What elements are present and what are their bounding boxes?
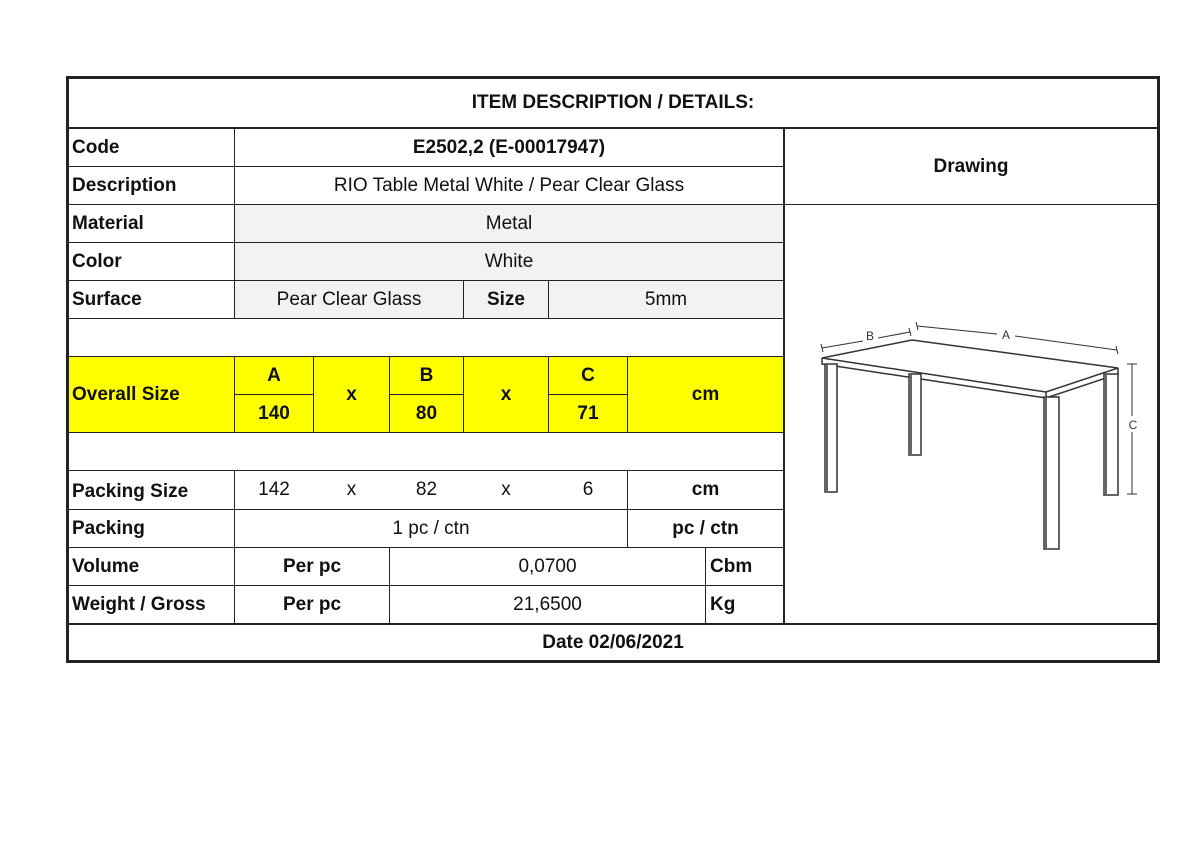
packing-value: 1 pc / ctn [392,517,470,539]
packing-size-a: 142 [258,479,290,500]
overall-a-label: A [267,364,281,386]
packing-size-label: Packing Size [72,480,189,502]
weight-value: 21,6500 [513,593,582,615]
code-label: Code [72,136,120,158]
overall-c-label: C [581,364,595,386]
volume-label: Volume [72,555,140,577]
overall-b-label: B [419,364,434,386]
packing-label: Packing [72,517,145,539]
volume-per: Per pc [282,555,342,577]
dim-a-label: A [1001,328,1011,342]
overall-a-value: 140 [258,402,290,424]
sheet-title: ITEM DESCRIPTION / DETAILS: [471,92,755,113]
surface-label: Surface [72,288,142,310]
weight-label: Weight / Gross [72,593,206,615]
packing-size-times: x [501,479,511,500]
description-value: RIO Table Metal White / Pear Clear Glass [333,174,685,196]
overall-times: x [500,383,512,405]
material-label: Material [72,212,144,234]
packing-size-unit: cm [691,479,720,500]
overall-times: x [346,383,357,405]
drawing-title: Drawing [933,155,1009,177]
packing-size-c: 6 [582,479,594,500]
weight-unit: Kg [710,593,736,615]
dim-c-label: C [1128,418,1138,432]
packing-size-times: x [346,479,357,500]
overall-size-label: Overall Size [72,383,180,405]
packing-size-b: 82 [415,479,438,500]
color-label: Color [72,250,122,272]
volume-unit: Cbm [710,555,753,577]
footer-date: Date 02/06/2021 [542,631,684,653]
description-label: Description [72,174,177,196]
overall-unit: cm [691,383,720,405]
size-value: 5mm [644,288,688,310]
surface-value: Pear Clear Glass [276,288,422,310]
weight-per: Per pc [282,593,342,615]
code-value: E2502,2 (E-00017947) [412,136,606,158]
dim-b-label: B [865,329,875,343]
packing-unit: pc / ctn [672,517,739,539]
color-value: White [484,250,534,272]
volume-value: 0,0700 [518,555,577,577]
overall-b-value: 80 [415,402,438,424]
overall-c-value: 71 [577,402,599,424]
dimension-lines [821,322,1137,494]
material-value: Metal [485,212,533,234]
table-sketch-icon [822,340,1118,549]
size-label: Size [486,288,526,310]
